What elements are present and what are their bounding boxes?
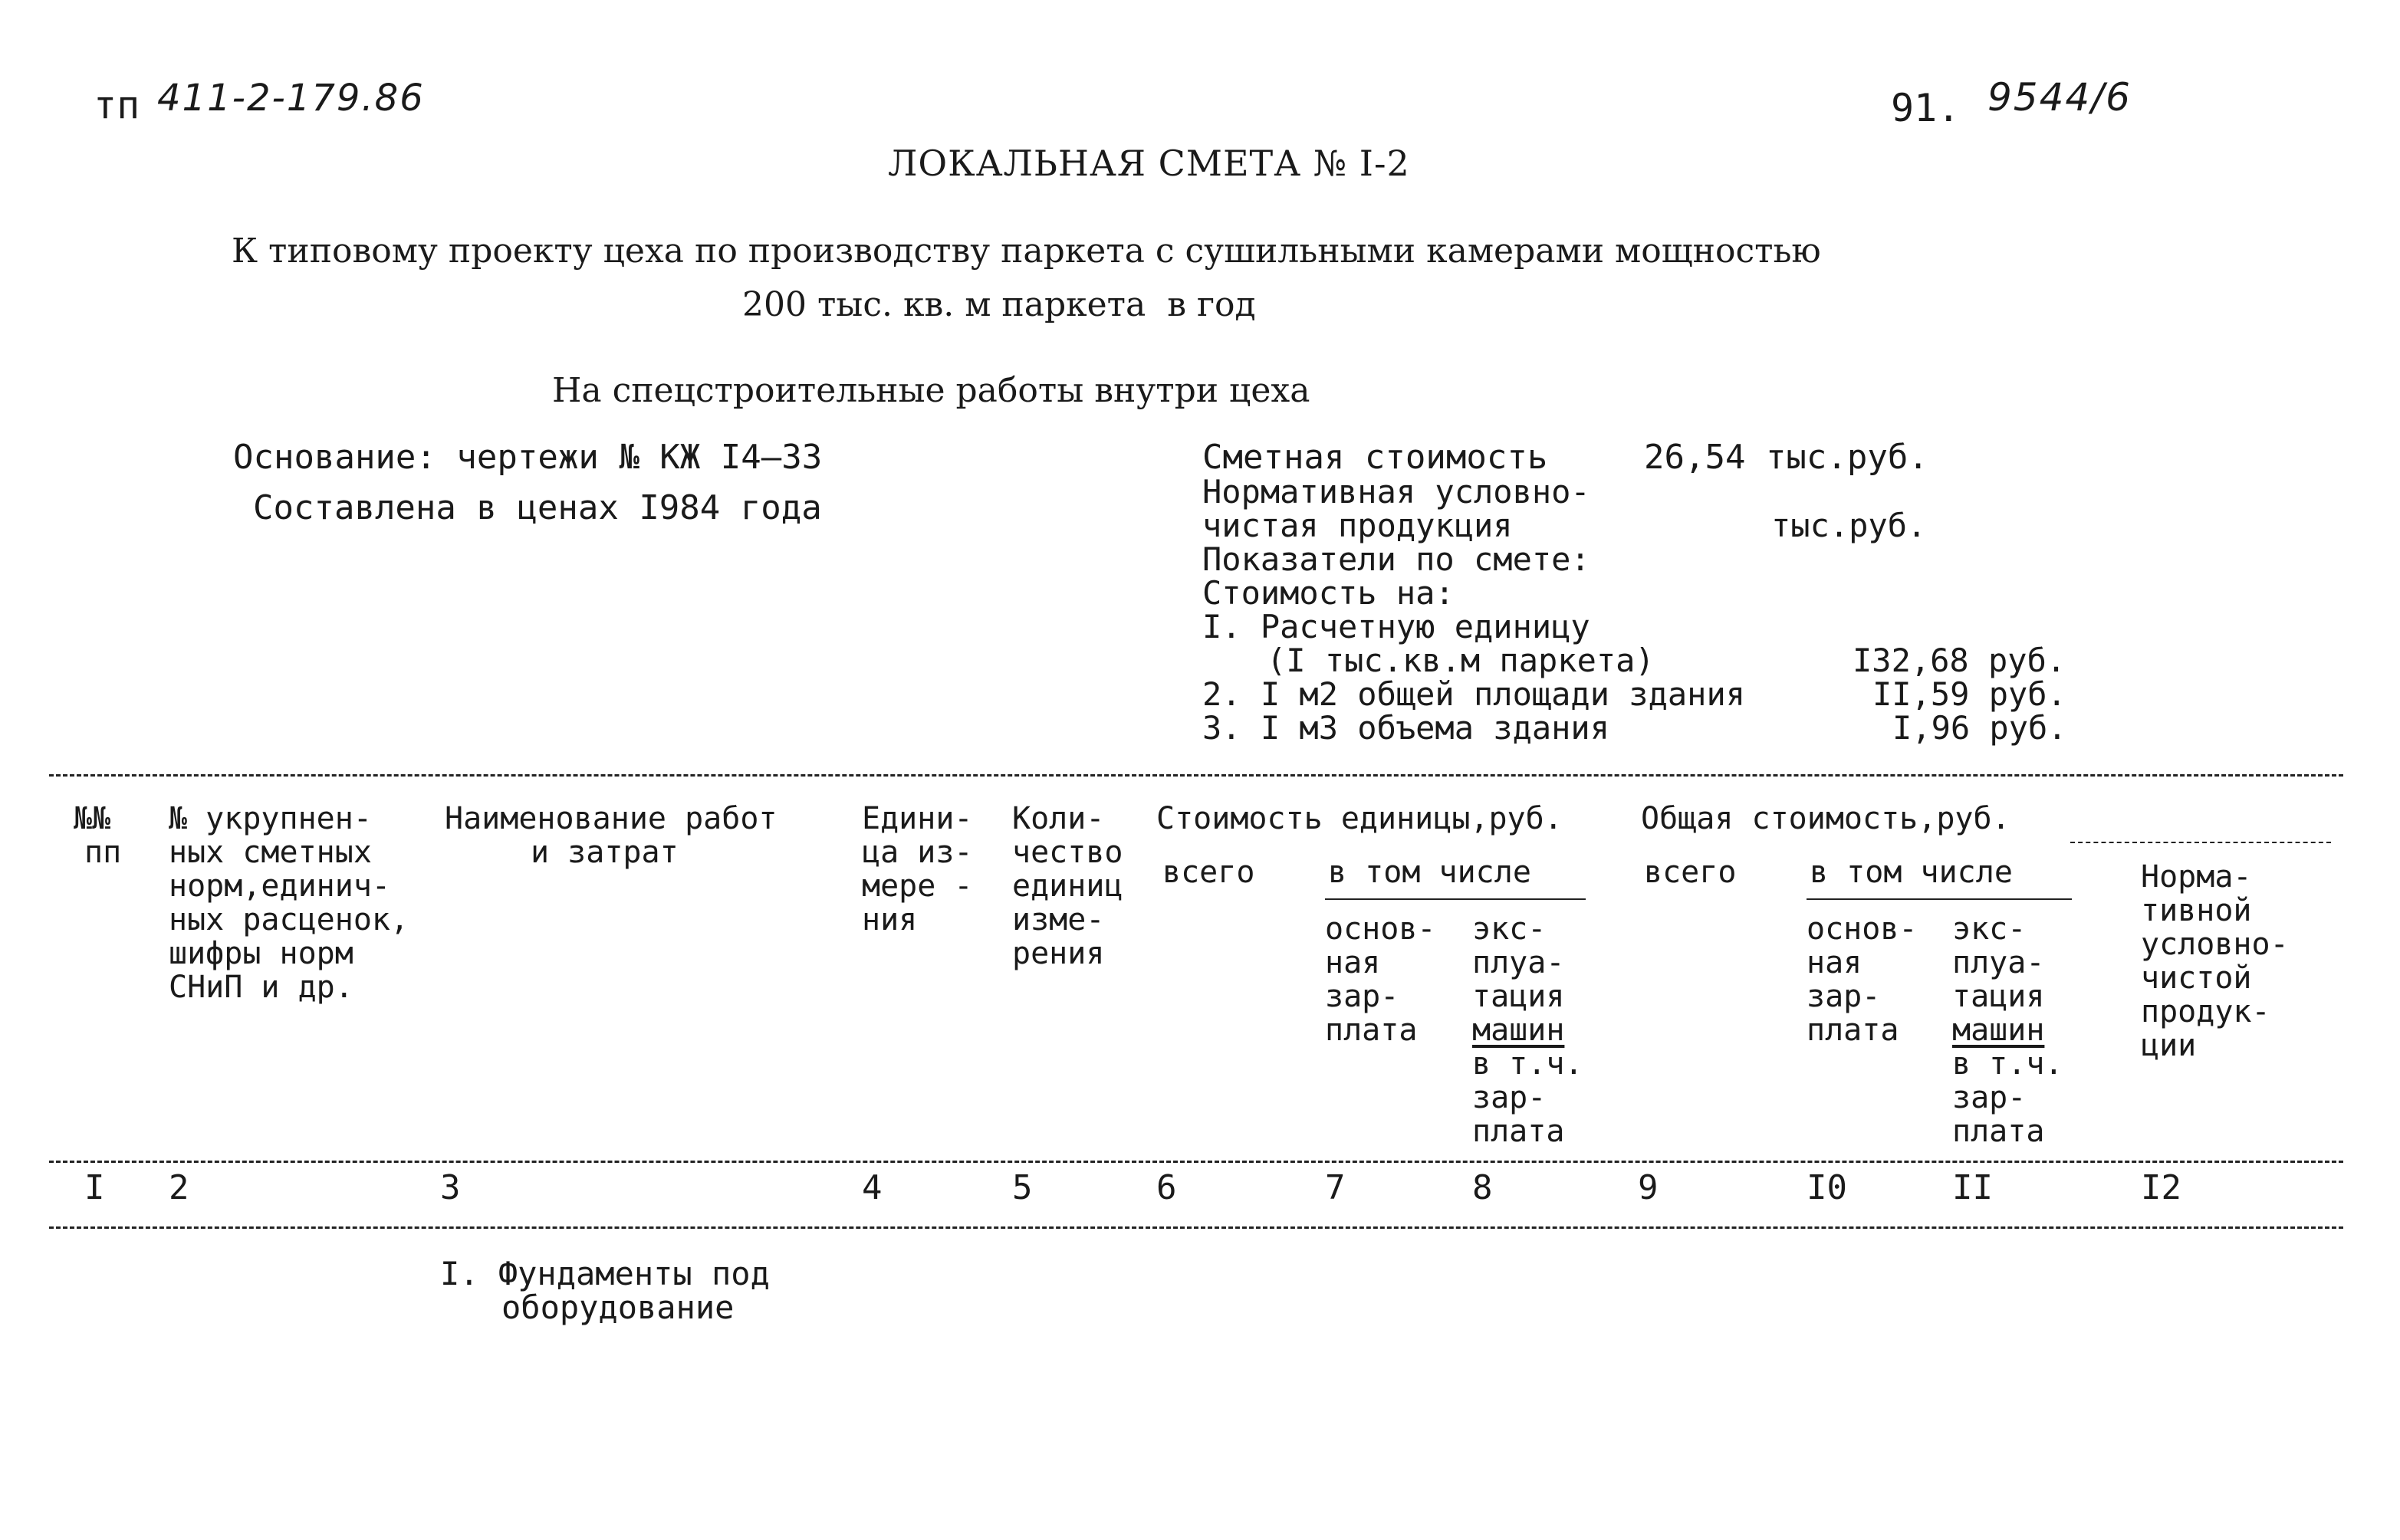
doc-code-handwritten: 411-2-179.86 — [157, 77, 425, 120]
subtitle-line-2: 200 тыс. кв. м паркета в год — [742, 285, 1256, 324]
col-header-norms-5: шифры норм — [169, 936, 353, 971]
document-title: ЛОКАЛЬНАЯ СМЕТА № I-2 — [888, 143, 1410, 184]
unit-machine-header-4: машин — [1472, 1013, 1565, 1048]
total-cost-group-header: Общая стоимость,руб. — [1641, 801, 2010, 836]
total-machine-salary-header-2: зар- — [1952, 1080, 2027, 1115]
col-header-qty-3: единиц — [1012, 869, 1123, 904]
item1-label-1: I. Расчетную единицу — [1202, 608, 1590, 645]
total-machine-salary-header-3: плата — [1952, 1114, 2045, 1149]
column-number: II — [1952, 1168, 1993, 1207]
unit-incl-rule — [1325, 898, 1586, 900]
works-title: На спецстроительные работы внутри цеха — [552, 371, 1310, 410]
col-header-norms-3: норм,единич- — [169, 869, 390, 904]
col-header-norm-product-2: тивной — [2141, 893, 2252, 928]
total-cost-total-header: всего — [1644, 855, 1737, 890]
total-salary-header-4: плата — [1807, 1013, 1899, 1048]
total-machine-header-4: машин — [1952, 1013, 2045, 1048]
col-header-qty-5: рения — [1012, 936, 1105, 971]
col-header-works-2: и затрат — [531, 835, 679, 870]
cost-value: 26,54 тыс.руб. — [1644, 438, 1928, 477]
group-header-rule — [2070, 842, 2331, 843]
inventory-number-handwritten: 9544/6 — [1987, 75, 2132, 120]
norm-label-1: Нормативная условно- — [1202, 473, 1590, 511]
unit-machine-salary-header-1: в т.ч. — [1472, 1046, 1583, 1082]
col-header-unit-4: ния — [862, 902, 918, 937]
total-salary-header-2: ная — [1807, 945, 1862, 980]
item2-value: II,59 руб. — [1872, 675, 2066, 713]
unit-cost-total-header: всего — [1162, 855, 1255, 890]
table-top-rule — [49, 774, 2343, 777]
unit-salary-header-4: плата — [1325, 1013, 1418, 1048]
column-number: 8 — [1472, 1168, 1493, 1207]
unit-machine-header-3: тация — [1472, 979, 1565, 1014]
total-machine-salary-header-1: в т.ч. — [1952, 1046, 2063, 1082]
col-header-norm-product-4: чистой — [2141, 960, 2252, 996]
column-number: 9 — [1638, 1168, 1659, 1207]
basis-drawings: Основание: чертежи № КЖ I4–33 — [233, 438, 823, 477]
norm-label-2: чистая продукция — [1202, 507, 1513, 544]
subtitle-line-1: К типовому проекту цеха по производству паркета с сушильными камерами мощностью — [232, 231, 1821, 271]
unit-salary-header-3: зар- — [1325, 979, 1399, 1014]
col-header-norms-6: СНиП и др. — [169, 970, 353, 1005]
col-header-norms-2: ных сметных — [169, 835, 372, 870]
total-machine-header-1: экс- — [1952, 911, 2027, 947]
col-header-norms-4: ных расценок, — [169, 902, 409, 937]
col-header-qty-2: чество — [1012, 835, 1123, 870]
column-number: 2 — [169, 1168, 189, 1207]
total-machine-header-3: тация — [1952, 979, 2045, 1014]
section-title-line-2: оборудование — [501, 1289, 735, 1326]
column-number: I — [84, 1168, 105, 1207]
norm-value: тыс.руб. — [1771, 507, 1927, 544]
indicators-label: Показатели по смете: — [1202, 540, 1590, 578]
item1-value: I32,68 руб. — [1853, 642, 2066, 679]
col-header-qty-1: Коли- — [1012, 801, 1105, 836]
total-machine-header-2: плуа- — [1952, 945, 2045, 980]
unit-salary-header-2: ная — [1325, 945, 1381, 980]
cost-per-label: Стоимость на: — [1202, 574, 1455, 612]
col-header-qty-4: изме- — [1012, 902, 1105, 937]
column-number: I0 — [1807, 1168, 1847, 1207]
column-number: I2 — [2141, 1168, 2181, 1207]
cost-label: Сметная стоимость — [1202, 438, 1548, 477]
doc-code-printed: тп — [94, 83, 140, 127]
header-bottom-rule — [49, 1161, 2343, 1163]
col-header-number-2: пп — [84, 835, 122, 870]
item2-label: 2. I м2 общей площади здания — [1202, 675, 1746, 713]
item1-label-2: (I тыс.кв.м паркета) — [1267, 642, 1655, 679]
col-header-norm-product-3: условно- — [2141, 927, 2289, 962]
col-header-number-1: №№ — [74, 801, 111, 836]
column-number: 7 — [1325, 1168, 1346, 1207]
column-number: 4 — [862, 1168, 883, 1207]
inventory-number-printed: 91. — [1891, 86, 1961, 130]
col-header-norm-product-6: ции — [2141, 1028, 2197, 1063]
unit-machine-salary-header-2: зар- — [1472, 1080, 1547, 1115]
unit-salary-header-1: основ- — [1325, 911, 1436, 947]
unit-cost-group-header: Стоимость единицы,руб. — [1156, 801, 1563, 836]
numbers-bottom-rule — [49, 1226, 2343, 1229]
unit-machine-header-2: плуа- — [1472, 945, 1565, 980]
col-header-norm-product-5: продук- — [2141, 994, 2270, 1029]
total-salary-header-3: зар- — [1807, 979, 1881, 1014]
unit-machine-header-1: экс- — [1472, 911, 1547, 947]
col-header-unit-2: ца из- — [862, 835, 973, 870]
total-salary-header-1: основ- — [1807, 911, 1918, 947]
column-number: 5 — [1012, 1168, 1033, 1207]
prices-year: Составлена в ценах I984 года — [253, 488, 822, 527]
column-number: 3 — [440, 1168, 461, 1207]
unit-cost-incl-header: в том числе — [1328, 855, 1531, 890]
col-header-works-1: Наименование работ — [445, 801, 778, 836]
col-header-unit-3: мере - — [862, 869, 973, 904]
unit-machine-salary-header-3: плата — [1472, 1114, 1565, 1149]
total-incl-rule — [1807, 898, 2072, 900]
item3-label: 3. I м3 объема здания — [1202, 709, 1610, 747]
col-header-norms-1: № укрупнен- — [169, 801, 372, 836]
column-number: 6 — [1156, 1168, 1177, 1207]
item3-value: I,96 руб. — [1892, 709, 2067, 747]
col-header-norm-product-1: Норма- — [2141, 859, 2252, 895]
total-cost-incl-header: в том числе — [1810, 855, 2013, 890]
col-header-unit-1: Едини- — [862, 801, 973, 836]
section-title-line-1: I. Фундаменты под — [440, 1255, 770, 1292]
